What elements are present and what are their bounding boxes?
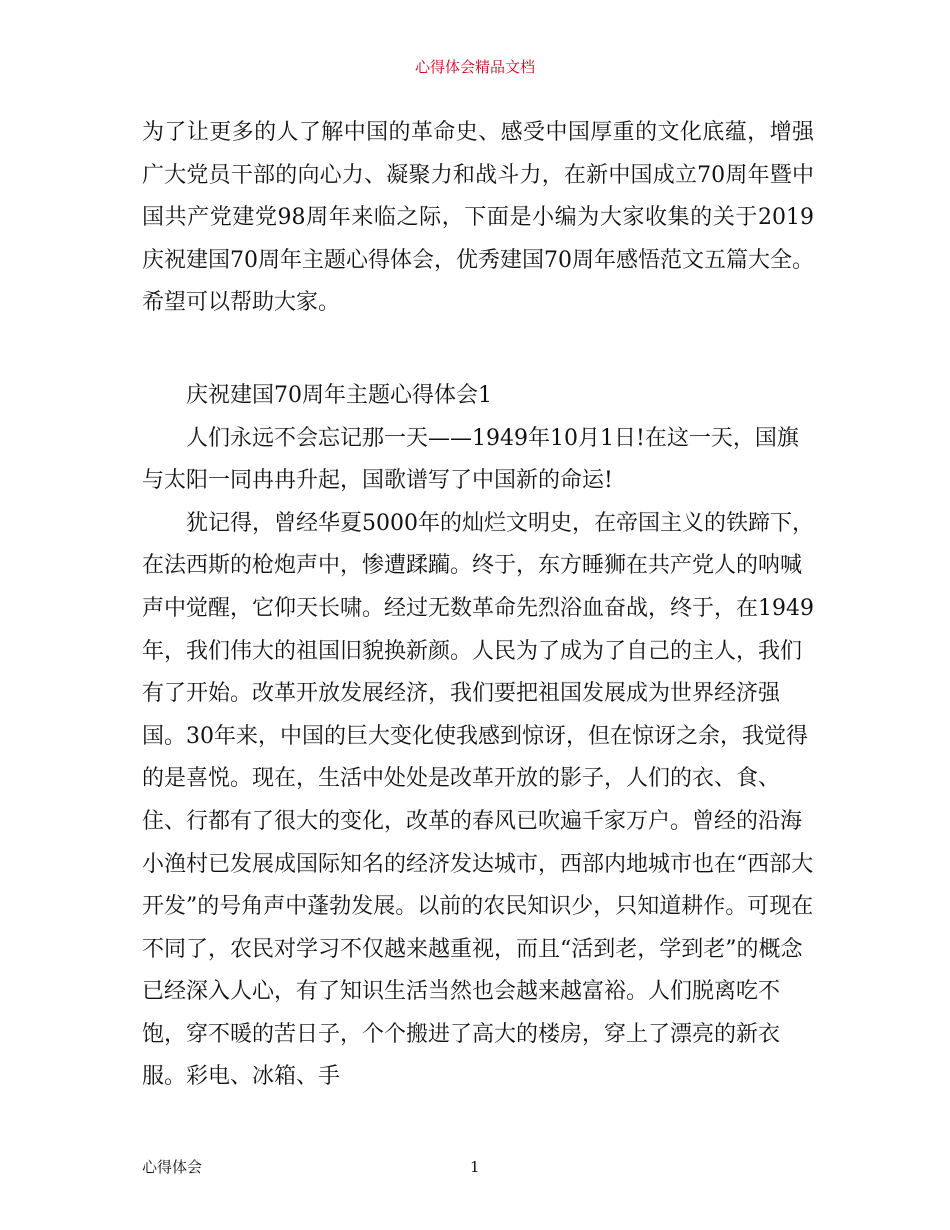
paragraph-gap [142, 325, 814, 375]
document-header: 心得体会精品文档 [414, 58, 535, 76]
document-body [142, 112, 814, 1099]
body-paragraph-1: 人们永远不会忘记那一天——1949年10月1日!在这一天，国旗与太阳一同冉冉升起，国歌谱写了中国新的命运! [142, 425, 799, 494]
intro-paragraph: 为了让更多的人了解中国的革命史、感受中国厚重的文化底蕴，增强广大党员干部的向心力、凝聚力和战斗力，在新中国成立70周年暨中国共产党建党98周年来临之际，下面是小编为大家收集的关于2019庆祝建国70周年主题心得体会，优秀建国70周年感悟范文五篇大全。希望可以帮助大家。 [142, 120, 814, 316]
page-number: 1 [470, 1158, 480, 1176]
body-paragraph-2: 犹记得，曾经华夏5000年的灿烂文明史，在帝国主义的铁蹄下，在法西斯的枪炮声中，惨遭蹂躏。终于，东方睡狮在共产党人的呐喊声中觉醒，它仰天长啸。经过无数革命先烈浴血奋战，终于，在1949年，我们伟大的祖国旧貌换新颜。人民为了成为了自己的主人，我们有了开始。改革开放发展经济，我们要把祖国发展成为世界经济强国。30年来，中国的巨大变化使我感到惊讶，但在惊讶之余，我觉得的是喜悦。现在，生活中处处是改革开放的影子，人们的衣、食、住、行都有了很大的变化，改革的春风已吹遍千家万户。曾经的沿海小渔村已发展成国际知名的经济发达城市，西部内地城市也在“西部大开发”的号角声中蓬勃发展。以前的农民知识少，只知道耕作。可现在不同了，农民对学习不仅越来越重视，而且“活到老，学到老”的概念已经深入人心，有了知识生活当然也会越来越富裕。人们脱离吃不饱，穿不暖的苦日子，个个搬进了高大的楼房，穿上了漂亮的新衣服。彩电、冰箱、手 [142, 510, 814, 1090]
footer-label: 心得体会 [142, 1158, 203, 1176]
section-heading: 庆祝建国70周年主题心得体会1 [186, 382, 492, 408]
